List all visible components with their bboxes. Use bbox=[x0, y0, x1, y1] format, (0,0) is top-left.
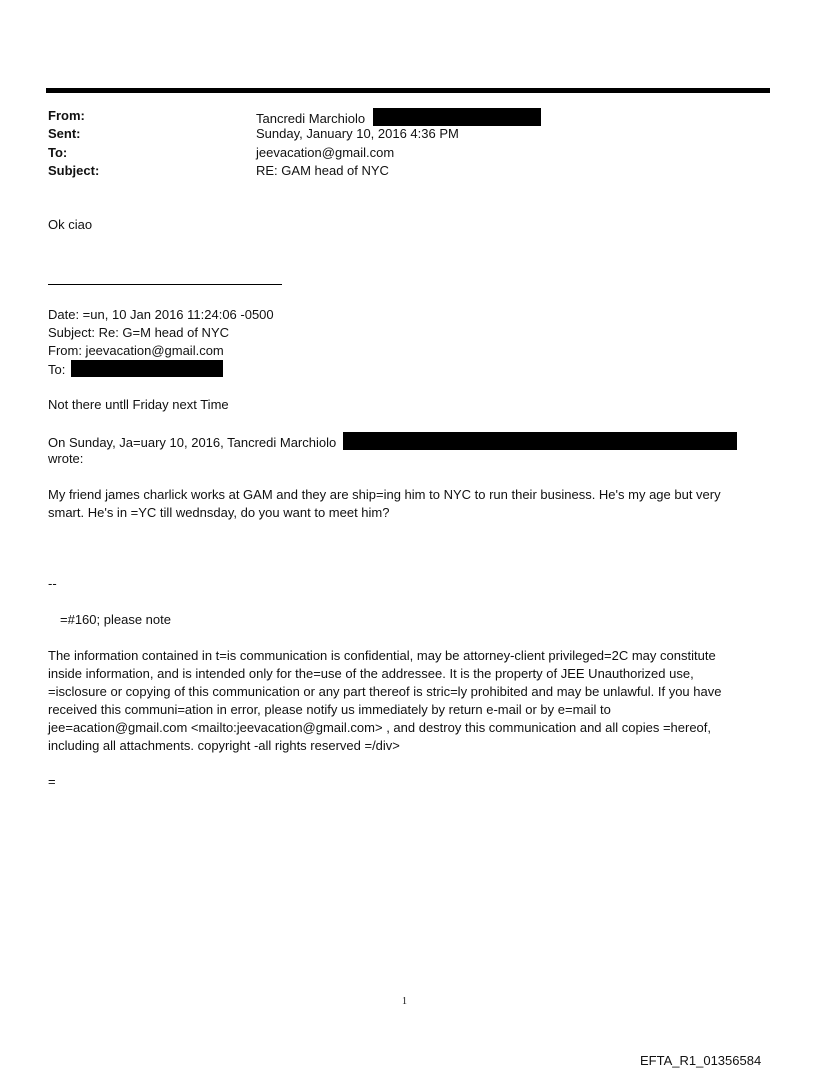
quoted-from: From: jeevacation@gmail.com bbox=[48, 343, 224, 358]
disclaimer-line-4: received this communi=ation in error, please notify us immediately by return e-mail or by e=mail to bbox=[48, 702, 611, 717]
redaction-box bbox=[71, 360, 223, 377]
to-value: jeevacation@gmail.com bbox=[256, 145, 395, 160]
quoted-to bbox=[48, 360, 223, 379]
sent-label: Sent: bbox=[48, 126, 81, 141]
from-name: Tancredi Marchiolo bbox=[256, 111, 366, 126]
disclaimer-line-5: jee=acation@gmail.com <mailto:jeevacation@gmail.com> , and destroy this communication and all copies =hereof, bbox=[48, 720, 712, 735]
original-message-line-2: smart. He's in =YC till wednsday, do you want to meet him? bbox=[48, 505, 390, 520]
original-message-line-1: My friend james charlick works at GAM and they are ship=ing him to NYC to run their business. He's my age but very bbox=[48, 487, 721, 502]
redaction-box bbox=[373, 108, 541, 126]
quoted-on-text: On Sunday, Ja=uary 10, 2016, Tancredi Marchiolo bbox=[48, 435, 337, 450]
trailing-equals: = bbox=[48, 774, 56, 789]
signature-dash: -- bbox=[48, 576, 57, 591]
bates-number: EFTA_R1_01356584 bbox=[640, 1053, 762, 1068]
disclaimer-line-3: =isclosure or copying of this communication or any part thereof is stric=ly prohibited and may be unlawful. If you have bbox=[48, 684, 722, 699]
subject-value: RE: GAM head of NYC bbox=[256, 163, 389, 178]
from-label: From: bbox=[48, 108, 85, 123]
from-value bbox=[256, 108, 541, 126]
quoted-message: Not there untll Friday next Time bbox=[48, 397, 229, 412]
redaction-box bbox=[343, 432, 737, 450]
quoted-subject: Subject: Re: G=M head of NYC bbox=[48, 325, 230, 340]
reply-text: Ok ciao bbox=[48, 217, 93, 232]
quote-separator bbox=[48, 284, 282, 285]
to-label: To: bbox=[48, 145, 68, 160]
header-rule bbox=[46, 88, 770, 93]
page-number: 1 bbox=[402, 996, 407, 1007]
subject-label: Subject: bbox=[48, 163, 100, 178]
quoted-date: Date: =un, 10 Jan 2016 11:24:06 -0500 bbox=[48, 307, 274, 322]
quoted-to-label: To: bbox=[48, 362, 66, 377]
disclaimer-line-1: The information contained in t=is communication is confidential, may be attorney-client privileged=2C may constitute bbox=[48, 648, 716, 663]
disclaimer-line-2: inside information, and is intended only for the=use of the addressee. It is the property of JEE Unauthorized use, bbox=[48, 666, 694, 681]
sent-value: Sunday, January 10, 2016 4:36 PM bbox=[256, 126, 459, 141]
quoted-on-line bbox=[48, 432, 737, 452]
disclaimer-line-6: including all attachments. copyright -all rights reserved =/div> bbox=[48, 738, 400, 753]
quoted-wrote: wrote: bbox=[48, 451, 84, 466]
signature-note: =#160; please note bbox=[60, 612, 171, 627]
